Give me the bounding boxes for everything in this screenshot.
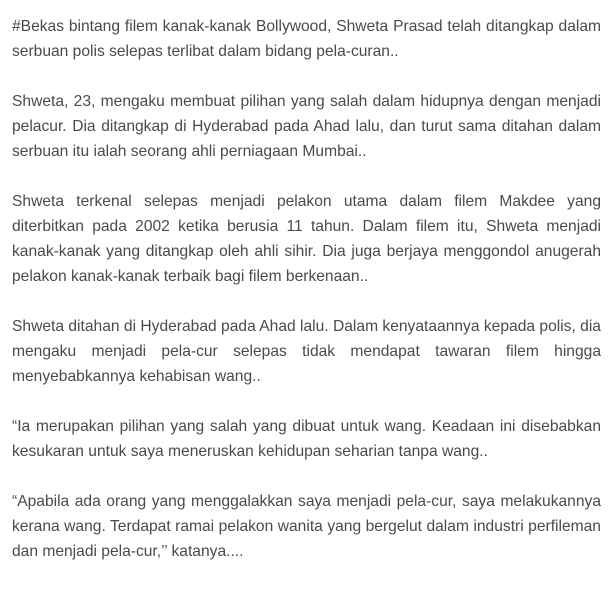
article-paragraph-4: Shweta ditahan di Hyderabad pada Ahad lalu. Dalam kenyataannya kepada polis, dia mengaku menjadi pela-cur selepas tidak mendapat tawaran filem hingga menyebabkannya kehabisan wang.. [12, 318, 601, 385]
article-paragraph-5: “Ia merupakan pilihan yang salah yang dibuat untuk wang. Keadaan ini disebabkan kesukaran untuk saya meneruskan kehidupan seharian tanpa wang.. [12, 418, 601, 460]
article-body [12, 14, 601, 589]
article-paragraph-3: Shweta terkenal selepas menjadi pelakon utama dalam filem Makdee yang diterbitkan pada 2002 ketika berusia 11 tahun. Dalam filem itu, Shweta menjadi kanak-kanak yang ditangkap oleh ahli sihir. Dia juga berjaya menggondol anugerah pelakon kanak-kanak terbaik bagi filem berkenaan.. [12, 193, 601, 285]
article-paragraph-1: #Bekas bintang filem kanak-kanak Bollywood, Shweta Prasad telah ditangkap dalam serbuan polis selepas terlibat dalam bidang pela-curan.. [12, 18, 601, 60]
article-paragraph-6: “Apabila ada orang yang menggalakkan saya menjadi pela-cur, saya melakukannya kerana wang. Terdapat ramai pelakon wanita yang bergelut dalam industri perfileman dan menjadi pela-cur,’’ katanya.... [12, 493, 601, 560]
article-paragraph-2: Shweta, 23, mengaku membuat pilihan yang salah dalam hidupnya dengan menjadi pelacur. Dia ditangkap di Hyderabad pada Ahad lalu, dan turut sama ditahan dalam serbuan itu ialah seorang ahli perniagaan Mumbai.. [12, 93, 601, 160]
